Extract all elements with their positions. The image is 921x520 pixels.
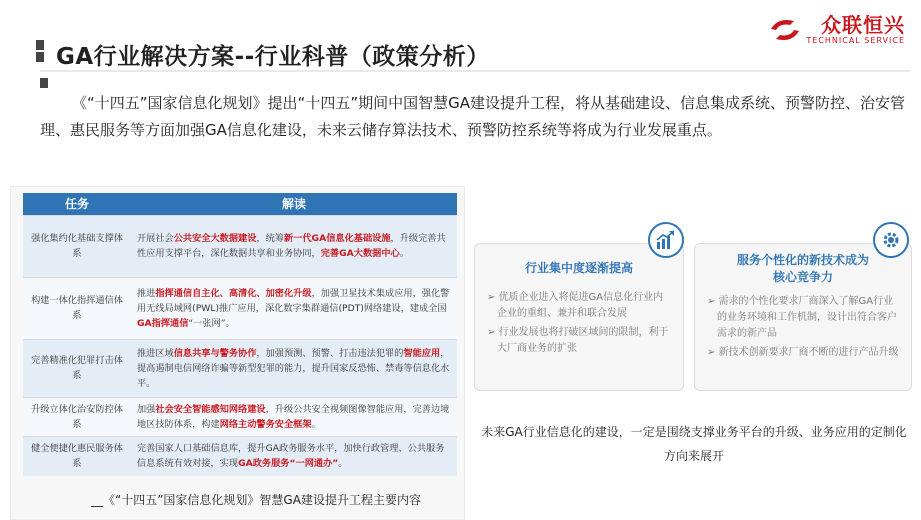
body-text: 推进区域 [137,347,174,359]
highlight-text: 社会安全智能感知网络建设 [155,403,266,415]
body-text: ，加强卫星技术集成应用，强化警用无线局域网(PWL)推广应用，深化数字集群通信(PDT)网络建设，建成全国 [137,287,450,314]
table-cell-interpretation [131,397,457,436]
gear-icon [873,222,909,258]
intro-paragraph: 《“十四五”国家信息化规划》提出“十四五”期间中国智慧GA建设提升工程，将从基础建设、信息集成系统、预警防控、治安管理、惠民服务等方面加强GA信息化建设，未来云储存算法技术、预警防控系统等将成为行业发展重点。 [40,94,905,139]
policy-table [23,193,457,476]
card-industry-concentration [474,243,684,391]
card2-item: ➢ 需求的个性化要求厂商深入了解GA行业的业务环境和工作机制，设计出符合客户需求的新产品 [707,296,897,339]
table-row [23,277,457,339]
card1-title: 行业集中度逐渐提高 [524,261,633,275]
table-cell-interpretation [131,436,457,476]
body-text: ，升级完善共性应用支撑平台，深化数据共享和业务协同， [137,233,446,259]
title-marker-icon [36,40,46,62]
table-row [23,397,457,436]
body-text: 。 [311,418,321,430]
brand-logo [768,14,905,46]
table-cell-task: 健全便捷化惠民服务体系 [23,436,131,476]
body-text: ，加强预测、预警、打击违法犯罪的 [256,347,404,359]
policy-table-panel [10,186,465,520]
table-cell-task: 强化集约化基础支撑体系 [23,215,131,277]
table-cell-task: 构建一体化指挥通信体系 [23,277,131,339]
table-cell-interpretation [131,215,457,277]
body-text: ，提高遏制电信网络诈骗等新型犯罪的能力，提升国家反恐怖、禁毒等信息化水平。 [137,347,450,389]
growth-chart-icon [648,222,684,258]
body-text: 。 [399,248,409,259]
brand-name: 众联恒兴 [821,13,905,37]
summary-text: 未来GA行业信息化的建设，一定是围绕支撑业务平台的升级、业务应用的定制化方向来展开 [481,425,907,463]
table-caption: __《“十四五”国家信息化规划》智慧GA建设提升工程主要内容 [91,493,421,507]
table-cell-task: 完善精准化犯罪打击体系 [23,339,131,397]
card2-title: 服务个性化的新技术成为 核心竞争力 [736,253,869,284]
table-header-task: 任务 [23,193,131,215]
highlight-text: 网络主动警务安全框架 [219,418,312,430]
page-title: GA行业解决方案--行业科普（政策分析） [56,44,490,70]
highlight-text: 信息共享与警务协作 [173,347,257,359]
body-text: 完善国家人口基础信息库，提升GA政务服务水平，加快行政管理、公共服务信息系统有效对接，实现 [137,443,445,470]
card2-item: ➢ 新技术创新要求厂商不断的进行产品升级 [707,347,899,358]
body-text: ，统筹 [256,233,284,244]
table-cell-interpretation [131,339,457,397]
table-row [23,436,457,476]
table-header-interpretation: 解读 [131,193,457,215]
brand-subtitle: TECHNICAL SERVICE [806,36,905,45]
title-divider [40,70,910,72]
highlight-text: GA政务服务“一网通办” [238,458,339,470]
body-text: 开展社会 [137,233,174,244]
highlight-text: GA指挥通信 [137,317,189,329]
card1-item: ➢ 优质企业进入将促进GA信息化行业内企业的重组、兼并和联合发展 [487,292,664,319]
highlight-text: 新一代GA信息化基础设施 [284,233,391,244]
body-text: ，升级公共安全视频图像智能应用，完善边境地区技防体系，构建 [137,403,450,430]
card2-body [705,294,901,364]
body-text: “一张网”。 [188,317,235,329]
highlight-text: 智能应用 [403,347,441,359]
highlight-text: 完善GA大数据中心 [320,248,400,259]
card1-body [485,290,673,360]
table-row [23,215,457,277]
card-personalized-tech [694,243,912,391]
table-row [23,339,457,397]
body-text: 推进 [137,287,156,299]
body-text: 加强 [137,403,156,415]
table-cell-task: 升级立体化治安防控体系 [23,397,131,436]
table-cell-interpretation [131,277,457,339]
intro-marker-icon [40,78,48,88]
brand-mark-icon [768,15,802,45]
body-text: 。 [338,458,348,470]
card1-item: ➢ 行业发展也将打破区域间的限制，利于大厂商业务的扩张 [487,327,669,354]
highlight-text: 指挥通信自主化、高清化、加密化升级 [155,287,312,299]
highlight-text: 公共安全大数据建设 [173,233,257,244]
